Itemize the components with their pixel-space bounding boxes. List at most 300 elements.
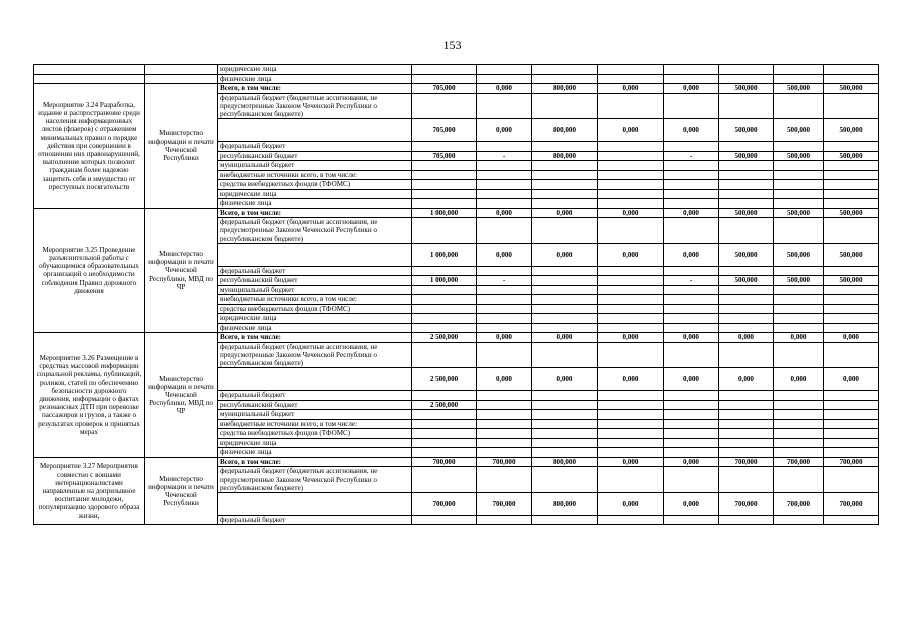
amount-cell: 0,000 xyxy=(598,243,664,266)
amount-cell xyxy=(664,74,719,84)
amount-cell xyxy=(774,285,824,295)
amount-cell xyxy=(719,429,774,439)
measure-title: Мероприятие 3.26 Размещение в средствах массовой информации социальной рекламы, публикаций, роликов, статей по обеспечению безопасности дорожного движения, информации о фактах резонансных ДТП при перевозке пассажиров и грузов, а также о результатах проверок и принятых мерах xyxy=(34,333,145,458)
amount-cell xyxy=(532,218,598,244)
amount-cell xyxy=(719,467,774,493)
amount-cell xyxy=(774,314,824,324)
amount-cell xyxy=(412,410,477,420)
amount-cell: 500,000 xyxy=(824,151,879,161)
amount-cell xyxy=(824,429,879,439)
amount-cell xyxy=(477,180,532,190)
amount-cell xyxy=(774,391,824,401)
amount-cell: 500,000 xyxy=(824,208,879,218)
amount-cell xyxy=(774,342,824,368)
amount-cell xyxy=(477,65,532,75)
amount-cell xyxy=(477,285,532,295)
source-cell xyxy=(218,119,412,142)
amount-cell xyxy=(719,170,774,180)
amount-cell xyxy=(412,295,477,305)
amount-cell: 0,000 xyxy=(532,208,598,218)
amount-cell: 0,000 xyxy=(477,368,532,391)
amount-cell xyxy=(532,276,598,286)
amount-cell xyxy=(824,400,879,410)
amount-cell xyxy=(532,199,598,209)
amount-cell xyxy=(598,93,664,119)
amount-cell: 800,000 xyxy=(532,457,598,467)
source-cell: физические лица xyxy=(218,74,412,84)
amount-cell xyxy=(824,142,879,152)
amount-cell: 700,000 xyxy=(774,457,824,467)
amount-cell xyxy=(824,304,879,314)
amount-cell xyxy=(532,515,598,525)
amount-cell xyxy=(664,429,719,439)
amount-cell: 0,000 xyxy=(664,208,719,218)
amount-cell xyxy=(477,170,532,180)
table-row xyxy=(34,74,879,84)
source-cell: Всего, в том числе: xyxy=(218,333,412,343)
amount-cell: 0,000 xyxy=(477,243,532,266)
amount-cell xyxy=(477,93,532,119)
source-cell: федеральный бюджет xyxy=(218,515,412,525)
amount-cell xyxy=(477,438,532,448)
amount-cell xyxy=(824,314,879,324)
amount-cell xyxy=(412,438,477,448)
amount-cell xyxy=(412,342,477,368)
amount-cell xyxy=(824,65,879,75)
amount-cell: 0,000 xyxy=(598,119,664,142)
amount-cell xyxy=(664,304,719,314)
amount-cell: - xyxy=(664,276,719,286)
amount-cell xyxy=(532,285,598,295)
amount-cell xyxy=(412,314,477,324)
amount-cell xyxy=(664,400,719,410)
source-cell: средства внебюджетных фондов (ТФОМС) xyxy=(218,429,412,439)
executor-cell xyxy=(145,74,218,84)
source-cell: республиканский бюджет xyxy=(218,151,412,161)
amount-cell xyxy=(719,93,774,119)
amount-cell xyxy=(719,180,774,190)
amount-cell xyxy=(598,410,664,420)
amount-cell xyxy=(532,295,598,305)
source-cell xyxy=(218,492,412,515)
amount-cell xyxy=(664,295,719,305)
source-cell: федеральный бюджет (бюджетные ассигнования, не предусмотренные Законом Чеченской Республики о республиканском бюджете) xyxy=(218,218,412,244)
amount-cell xyxy=(824,266,879,276)
amount-cell xyxy=(774,323,824,333)
amount-cell xyxy=(824,391,879,401)
amount-cell xyxy=(532,65,598,75)
measure-title: Мероприятие 3.25 Проведение разъяснительной работы с обучающимися образовательных организаций о необходимости соблюдения Правил дорожного движения xyxy=(34,208,145,333)
amount-cell xyxy=(477,161,532,171)
amount-cell xyxy=(598,170,664,180)
amount-cell xyxy=(774,170,824,180)
source-cell: физические лица xyxy=(218,448,412,458)
source-cell: юридические лица xyxy=(218,65,412,75)
amount-cell: 0,000 xyxy=(774,368,824,391)
amount-cell xyxy=(719,142,774,152)
source-cell: юридические лица xyxy=(218,438,412,448)
amount-cell xyxy=(774,189,824,199)
amount-cell xyxy=(477,400,532,410)
amount-cell xyxy=(412,180,477,190)
source-cell: средства внебюджетных фондов (ТФОМС) xyxy=(218,180,412,190)
amount-cell: 0,000 xyxy=(824,368,879,391)
amount-cell: 500,000 xyxy=(774,119,824,142)
amount-cell: 700,000 xyxy=(412,492,477,515)
amount-cell xyxy=(532,304,598,314)
source-cell: муниципальный бюджет xyxy=(218,410,412,420)
amount-cell: 1 000,000 xyxy=(412,276,477,286)
page-number: 153 xyxy=(443,38,462,52)
amount-cell xyxy=(532,142,598,152)
amount-cell xyxy=(719,323,774,333)
amount-cell xyxy=(477,515,532,525)
amount-cell: 0,000 xyxy=(719,333,774,343)
amount-cell xyxy=(824,161,879,171)
amount-cell: 500,000 xyxy=(824,119,879,142)
amount-cell xyxy=(598,142,664,152)
amount-cell: 700,000 xyxy=(477,492,532,515)
amount-cell xyxy=(598,266,664,276)
table-row xyxy=(34,208,879,218)
amount-cell xyxy=(664,467,719,493)
amount-cell xyxy=(477,323,532,333)
amount-cell: - xyxy=(477,276,532,286)
amount-cell: 0,000 xyxy=(598,84,664,94)
amount-cell: 700,000 xyxy=(719,457,774,467)
source-cell xyxy=(218,243,412,266)
amount-cell xyxy=(532,429,598,439)
amount-cell xyxy=(532,419,598,429)
amount-cell xyxy=(719,391,774,401)
amount-cell xyxy=(477,304,532,314)
executor-cell: Министерство информации и печати Чеченской Республики, МВД по ЧР xyxy=(145,333,218,458)
amount-cell xyxy=(719,65,774,75)
amount-cell xyxy=(664,170,719,180)
amount-cell xyxy=(477,189,532,199)
amount-cell xyxy=(774,410,824,420)
amount-cell xyxy=(774,74,824,84)
measure-title: Мероприятие 3.27 Мероприятия совместно с воинами интернационалистами направленные на допризывное воспитание молодежи, популяризацию здорового образа жизни, xyxy=(34,457,145,525)
amount-cell xyxy=(719,438,774,448)
amount-cell xyxy=(719,448,774,458)
amount-cell: 0,000 xyxy=(664,457,719,467)
source-cell: юридические лица xyxy=(218,189,412,199)
amount-cell xyxy=(774,295,824,305)
source-cell: федеральный бюджет xyxy=(218,142,412,152)
amount-cell: 0,000 xyxy=(664,119,719,142)
amount-cell xyxy=(532,438,598,448)
amount-cell: 500,000 xyxy=(824,84,879,94)
amount-cell xyxy=(824,515,879,525)
source-cell: федеральный бюджет (бюджетные ассигнования, не предусмотренные Законом Чеченской Республики о республиканском бюджете) xyxy=(218,467,412,493)
amount-cell xyxy=(477,419,532,429)
amount-cell: 500,000 xyxy=(774,208,824,218)
amount-cell xyxy=(824,189,879,199)
executor-cell xyxy=(145,65,218,75)
amount-cell xyxy=(532,448,598,458)
source-cell: муниципальный бюджет xyxy=(218,285,412,295)
source-cell: юридические лица xyxy=(218,314,412,324)
amount-cell xyxy=(598,438,664,448)
amount-cell: 0,000 xyxy=(598,368,664,391)
amount-cell xyxy=(412,170,477,180)
amount-cell xyxy=(664,218,719,244)
amount-cell: 0,000 xyxy=(664,492,719,515)
source-cell: Всего, в том числе: xyxy=(218,457,412,467)
amount-cell: 0,000 xyxy=(774,333,824,343)
amount-cell xyxy=(598,180,664,190)
amount-cell xyxy=(477,314,532,324)
amount-cell: 500,000 xyxy=(719,119,774,142)
amount-cell xyxy=(477,199,532,209)
amount-cell xyxy=(824,323,879,333)
amount-cell xyxy=(598,199,664,209)
amount-cell xyxy=(598,448,664,458)
amount-cell: 800,000 xyxy=(532,119,598,142)
amount-cell: 500,000 xyxy=(774,151,824,161)
executor-cell: Министерство информации и печати Чеченской Республики, МВД по ЧР xyxy=(145,208,218,333)
amount-cell xyxy=(532,314,598,324)
amount-cell: 0,000 xyxy=(598,208,664,218)
amount-cell: 0,000 xyxy=(598,492,664,515)
amount-cell xyxy=(824,438,879,448)
amount-cell xyxy=(719,285,774,295)
amount-cell: 500,000 xyxy=(824,276,879,286)
source-cell: Всего, в том числе: xyxy=(218,208,412,218)
amount-cell: 1 000,000 xyxy=(412,243,477,266)
source-cell: внебюджетные источники всего, в том числе: xyxy=(218,170,412,180)
amount-cell: - xyxy=(664,151,719,161)
amount-cell xyxy=(598,189,664,199)
amount-cell xyxy=(664,410,719,420)
amount-cell xyxy=(824,285,879,295)
amount-cell xyxy=(774,161,824,171)
amount-cell: 2 500,000 xyxy=(412,333,477,343)
amount-cell: 705,000 xyxy=(412,151,477,161)
amount-cell xyxy=(774,438,824,448)
budget-table xyxy=(33,64,879,525)
amount-cell xyxy=(824,93,879,119)
amount-cell xyxy=(824,295,879,305)
amount-cell: 500,000 xyxy=(719,208,774,218)
amount-cell xyxy=(598,467,664,493)
amount-cell xyxy=(532,180,598,190)
amount-cell xyxy=(664,189,719,199)
amount-cell xyxy=(412,391,477,401)
amount-cell xyxy=(598,304,664,314)
amount-cell xyxy=(774,515,824,525)
amount-cell xyxy=(532,161,598,171)
amount-cell xyxy=(774,429,824,439)
amount-cell xyxy=(598,400,664,410)
amount-cell xyxy=(664,142,719,152)
amount-cell xyxy=(598,391,664,401)
table-row xyxy=(34,65,879,75)
table-row xyxy=(34,84,879,94)
amount-cell xyxy=(412,142,477,152)
amount-cell xyxy=(477,467,532,493)
amount-cell xyxy=(532,400,598,410)
amount-cell: 1 000,000 xyxy=(412,208,477,218)
amount-cell xyxy=(477,429,532,439)
amount-cell xyxy=(664,161,719,171)
amount-cell xyxy=(824,74,879,84)
amount-cell xyxy=(824,410,879,420)
amount-cell: 500,000 xyxy=(824,243,879,266)
amount-cell: 0,000 xyxy=(664,84,719,94)
amount-cell xyxy=(598,276,664,286)
amount-cell xyxy=(664,342,719,368)
amount-cell: 700,000 xyxy=(477,457,532,467)
amount-cell xyxy=(774,304,824,314)
amount-cell xyxy=(412,218,477,244)
amount-cell xyxy=(719,419,774,429)
source-cell: федеральный бюджет (бюджетные ассигнования, не предусмотренные Законом Чеченской Республики о республиканском бюджете) xyxy=(218,342,412,368)
executor-cell: Министерство информации и печати Чеченской Республики xyxy=(145,457,218,525)
amount-cell xyxy=(664,323,719,333)
amount-cell xyxy=(719,295,774,305)
amount-cell: 500,000 xyxy=(774,276,824,286)
amount-cell xyxy=(664,515,719,525)
amount-cell: 700,000 xyxy=(412,457,477,467)
amount-cell xyxy=(824,180,879,190)
amount-cell xyxy=(598,429,664,439)
amount-cell xyxy=(774,142,824,152)
amount-cell xyxy=(598,314,664,324)
amount-cell: 800,000 xyxy=(532,492,598,515)
source-cell: физические лица xyxy=(218,323,412,333)
amount-cell xyxy=(774,218,824,244)
amount-cell xyxy=(824,218,879,244)
amount-cell: 0,000 xyxy=(598,333,664,343)
amount-cell: 800,000 xyxy=(532,84,598,94)
amount-cell xyxy=(719,199,774,209)
amount-cell xyxy=(477,266,532,276)
amount-cell xyxy=(532,189,598,199)
amount-cell xyxy=(412,189,477,199)
amount-cell xyxy=(412,65,477,75)
amount-cell xyxy=(412,74,477,84)
amount-cell: 0,000 xyxy=(532,333,598,343)
amount-cell: 705,000 xyxy=(412,84,477,94)
amount-cell: 700,000 xyxy=(774,492,824,515)
executor-cell: Министерство информации и печати Чеченской Республики xyxy=(145,84,218,209)
amount-cell xyxy=(412,199,477,209)
amount-cell xyxy=(477,342,532,368)
amount-cell xyxy=(598,285,664,295)
amount-cell: - xyxy=(477,151,532,161)
amount-cell xyxy=(664,285,719,295)
amount-cell xyxy=(598,151,664,161)
amount-cell xyxy=(412,161,477,171)
amount-cell xyxy=(664,419,719,429)
amount-cell: 500,000 xyxy=(774,84,824,94)
amount-cell xyxy=(412,419,477,429)
amount-cell xyxy=(774,180,824,190)
amount-cell xyxy=(774,400,824,410)
amount-cell xyxy=(774,65,824,75)
amount-cell xyxy=(824,170,879,180)
amount-cell xyxy=(719,161,774,171)
source-cell: физические лица xyxy=(218,199,412,209)
amount-cell: 0,000 xyxy=(664,333,719,343)
amount-cell xyxy=(598,419,664,429)
source-cell: федеральный бюджет xyxy=(218,266,412,276)
amount-cell xyxy=(477,448,532,458)
amount-cell xyxy=(598,323,664,333)
amount-cell xyxy=(412,323,477,333)
amount-cell xyxy=(598,218,664,244)
amount-cell xyxy=(719,189,774,199)
amount-cell xyxy=(664,448,719,458)
measure-title: Мероприятие 3.24 Разработка, издание и распространение среди населения информационных листов (флаеров) с отражением минимальных правил о порядке действия при совершении в отношении них правонарушений, выполнение которых позволит гражданам более надежно защитить себя и имущество от преступных посягательств xyxy=(34,84,145,209)
amount-cell xyxy=(598,342,664,368)
amount-cell xyxy=(412,285,477,295)
amount-cell xyxy=(477,295,532,305)
amount-cell: 0,000 xyxy=(477,84,532,94)
amount-cell: 700,000 xyxy=(824,492,879,515)
amount-cell xyxy=(719,410,774,420)
amount-cell xyxy=(412,266,477,276)
amount-cell xyxy=(774,419,824,429)
amount-cell xyxy=(532,467,598,493)
amount-cell xyxy=(719,314,774,324)
amount-cell xyxy=(598,515,664,525)
amount-cell xyxy=(532,74,598,84)
amount-cell xyxy=(532,410,598,420)
measure-cell xyxy=(34,74,145,84)
amount-cell xyxy=(824,342,879,368)
source-cell: федеральный бюджет (бюджетные ассигнования, не предусмотренные Законом Чеченской Республики о республиканском бюджете) xyxy=(218,93,412,119)
source-cell: республиканский бюджет xyxy=(218,400,412,410)
amount-cell xyxy=(532,391,598,401)
source-cell: муниципальный бюджет xyxy=(218,161,412,171)
table-row xyxy=(34,333,879,343)
amount-cell: 0,000 xyxy=(477,208,532,218)
amount-cell xyxy=(824,419,879,429)
amount-cell xyxy=(532,266,598,276)
amount-cell xyxy=(719,74,774,84)
amount-cell xyxy=(774,448,824,458)
amount-cell xyxy=(774,266,824,276)
amount-cell: 0,000 xyxy=(532,368,598,391)
source-cell: федеральный бюджет xyxy=(218,391,412,401)
amount-cell xyxy=(664,266,719,276)
amount-cell xyxy=(774,93,824,119)
amount-cell xyxy=(719,515,774,525)
source-cell xyxy=(218,368,412,391)
amount-cell: 700,000 xyxy=(824,457,879,467)
amount-cell xyxy=(412,515,477,525)
amount-cell xyxy=(532,170,598,180)
amount-cell: 500,000 xyxy=(774,243,824,266)
amount-cell xyxy=(477,391,532,401)
amount-cell xyxy=(598,161,664,171)
measure-cell xyxy=(34,65,145,75)
amount-cell xyxy=(412,93,477,119)
source-cell: средства внебюджетных фондов (ТФОМС) xyxy=(218,304,412,314)
amount-cell: 500,000 xyxy=(719,276,774,286)
amount-cell: 0,000 xyxy=(664,368,719,391)
amount-cell xyxy=(719,218,774,244)
amount-cell: 500,000 xyxy=(719,243,774,266)
amount-cell: 0,000 xyxy=(824,333,879,343)
source-cell: внебюджетные источники всего, в том числе: xyxy=(218,419,412,429)
amount-cell xyxy=(664,391,719,401)
amount-cell xyxy=(774,199,824,209)
amount-cell xyxy=(532,93,598,119)
